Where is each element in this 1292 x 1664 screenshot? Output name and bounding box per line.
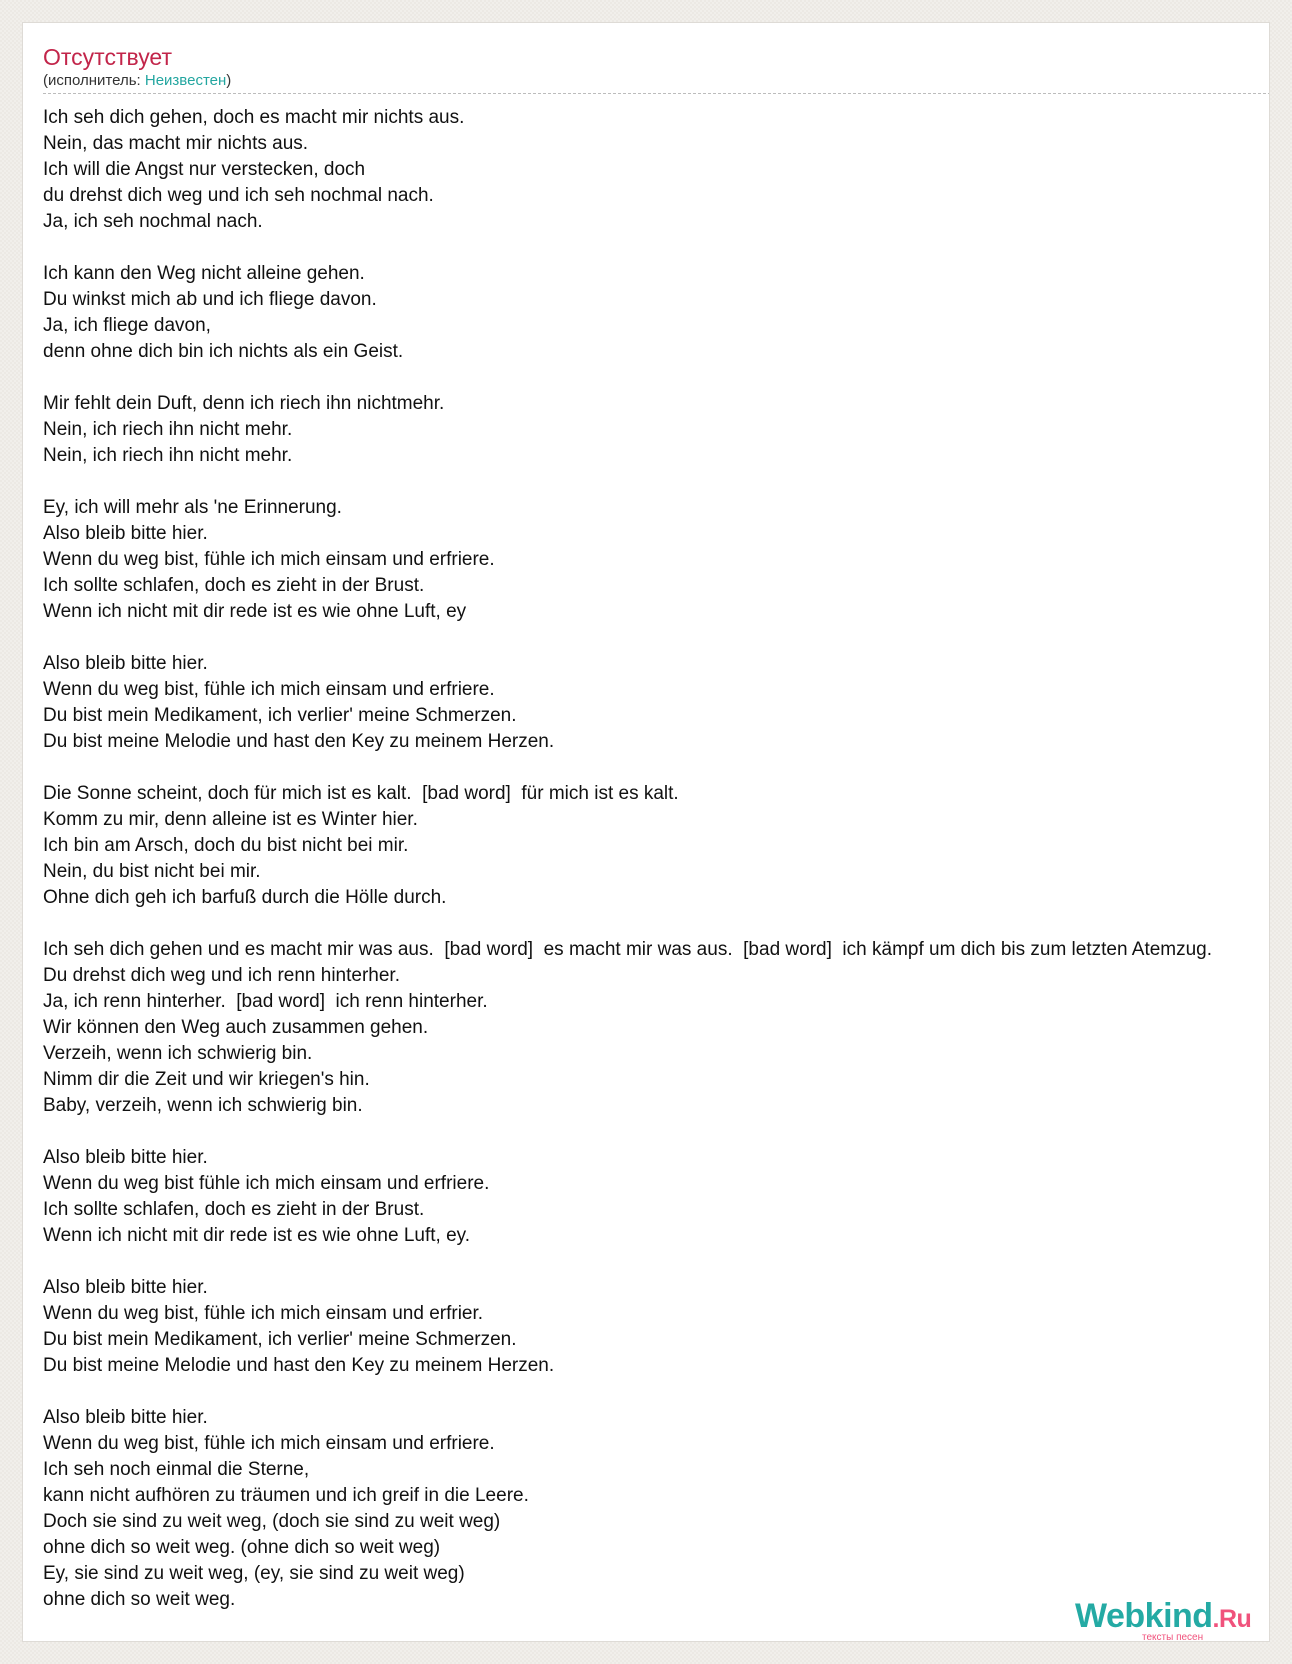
stanza-break <box>43 469 1212 495</box>
stanza-break <box>43 1119 1212 1145</box>
lyric-line: Wenn du weg bist, fühle ich mich einsam und erfriere. <box>43 679 495 700</box>
lyric-line: Komm zu mir, denn alleine ist es Winter hier. <box>43 809 418 830</box>
lyric-line: ohne dich so weit weg. (ohne dich so weit weg) <box>43 1537 441 1558</box>
lyric-line: Also bleib bitte hier. <box>43 1147 208 1168</box>
lyric-line: Wenn du weg bist, fühle ich mich einsam und erfriere. <box>43 549 495 570</box>
logo-main-text: Webkind <box>1075 1597 1213 1635</box>
stanza-break <box>43 755 1212 781</box>
artist-line <box>43 72 231 90</box>
lyric-line: Wenn ich nicht mit dir rede ist es wie ohne Luft, ey <box>43 601 467 622</box>
lyric-line: Wenn ich nicht mit dir rede ist es wie ohne Luft, ey. <box>43 1225 470 1246</box>
title-divider <box>43 93 1270 94</box>
webkind-logo[interactable] <box>1075 1598 1270 1642</box>
stanza-break <box>43 235 1212 261</box>
stanza-break <box>43 625 1212 651</box>
lyric-line: Ey, ich will mehr als 'ne Erinnerung. <box>43 497 342 518</box>
stanza-break <box>43 365 1212 391</box>
stanza-break <box>43 1379 1212 1405</box>
lyric-line: Verzeih, wenn ich schwierig bin. <box>43 1043 313 1064</box>
lyric-line: denn ohne dich bin ich nichts als ein Geist. <box>43 341 404 362</box>
lyric-line: Also bleib bitte hier. <box>43 1407 208 1428</box>
lyric-line: Du drehst dich weg und ich renn hinterher. <box>43 965 400 986</box>
lyric-line: Du bist meine Melodie und hast den Key zu meinem Herzen. <box>43 731 555 752</box>
lyric-line: kann nicht aufhören zu träumen und ich greif in die Leere. <box>43 1485 529 1506</box>
lyric-line: Wenn du weg bist, fühle ich mich einsam und erfrier. <box>43 1303 484 1324</box>
lyric-line: Ich sollte schlafen, doch es zieht in der Brust. <box>43 575 425 596</box>
lyric-line: Ich seh dich gehen und es macht mir was aus. [bad word] es macht mir was aus. [bad word] ich kämpf um dich bis zum letzten Atemzug. <box>43 939 1213 960</box>
lyric-line: Ich seh noch einmal die Sterne, <box>43 1459 310 1480</box>
lyric-line: Also bleib bitte hier. <box>43 1277 208 1298</box>
lyrics-text <box>43 105 1212 1613</box>
artist-suffix: ) <box>226 72 232 89</box>
artist-prefix: (исполнитель: <box>43 72 145 89</box>
lyric-line: Wenn du weg bist fühle ich mich einsam und erfriere. <box>43 1173 490 1194</box>
lyric-line: Du winkst mich ab und ich fliege davon. <box>43 289 377 310</box>
lyric-line: Ich bin am Arsch, doch du bist nicht bei mir. <box>43 835 409 856</box>
logo-suffix-text: .Ru <box>1212 1605 1252 1633</box>
lyric-line: Ohne dich geh ich barfuß durch die Hölle durch. <box>43 887 447 908</box>
lyric-line: Nein, das macht mir nichts aus. <box>43 133 309 154</box>
artist-link[interactable]: Неизвестен <box>144 72 227 89</box>
lyric-line: Ja, ich fliege davon, <box>43 315 211 336</box>
lyric-line: Nein, ich riech ihn nicht mehr. <box>43 419 293 440</box>
lyric-line: Ja, ich seh nochmal nach. <box>43 211 263 232</box>
lyric-line: Du bist mein Medikament, ich verlier' meine Schmerzen. <box>43 705 517 726</box>
lyric-line: Die Sonne scheint, doch für mich ist es kalt. [bad word] für mich ist es kalt. <box>43 783 679 804</box>
lyric-line: Nimm dir die Zeit und wir kriegen's hin. <box>43 1069 370 1090</box>
lyric-line: Ich seh dich gehen, doch es macht mir nichts aus. <box>43 107 465 128</box>
lyric-line: Mir fehlt dein Duft, denn ich riech ihn nichtmehr. <box>43 393 445 414</box>
lyric-line: Wir können den Weg auch zusammen gehen. <box>43 1017 429 1038</box>
lyrics-card <box>22 22 1270 1642</box>
lyric-line: Ja, ich renn hinterher. [bad word] ich renn hinterher. <box>43 991 488 1012</box>
lyric-line: ohne dich so weit weg. <box>43 1589 236 1610</box>
lyric-line: Du bist meine Melodie und hast den Key zu meinem Herzen. <box>43 1355 555 1376</box>
lyric-line: Ich sollte schlafen, doch es zieht in der Brust. <box>43 1199 425 1220</box>
lyric-line: Wenn du weg bist, fühle ich mich einsam und erfriere. <box>43 1433 495 1454</box>
lyric-line: Ey, sie sind zu weit weg, (ey, sie sind zu weit weg) <box>43 1563 465 1584</box>
lyric-line: Doch sie sind zu weit weg, (doch sie sind zu weit weg) <box>43 1511 501 1532</box>
lyric-line: Ich kann den Weg nicht alleine gehen. <box>43 263 365 284</box>
lyric-line: du drehst dich weg und ich seh nochmal nach. <box>43 185 434 206</box>
lyric-line: Also bleib bitte hier. <box>43 653 208 674</box>
logo-tagline: тексты песен <box>1142 1632 1204 1642</box>
stanza-break <box>43 1249 1212 1275</box>
lyric-line: Ich will die Angst nur verstecken, doch <box>43 159 366 180</box>
lyric-line: Nein, du bist nicht bei mir. <box>43 861 261 882</box>
song-title: Отсутствует <box>43 44 172 70</box>
lyric-line: Nein, ich riech ihn nicht mehr. <box>43 445 293 466</box>
stanza-break <box>43 911 1212 937</box>
lyric-line: Also bleib bitte hier. <box>43 523 208 544</box>
lyric-line: Du bist mein Medikament, ich verlier' meine Schmerzen. <box>43 1329 517 1350</box>
lyric-line: Baby, verzeih, wenn ich schwierig bin. <box>43 1095 363 1116</box>
